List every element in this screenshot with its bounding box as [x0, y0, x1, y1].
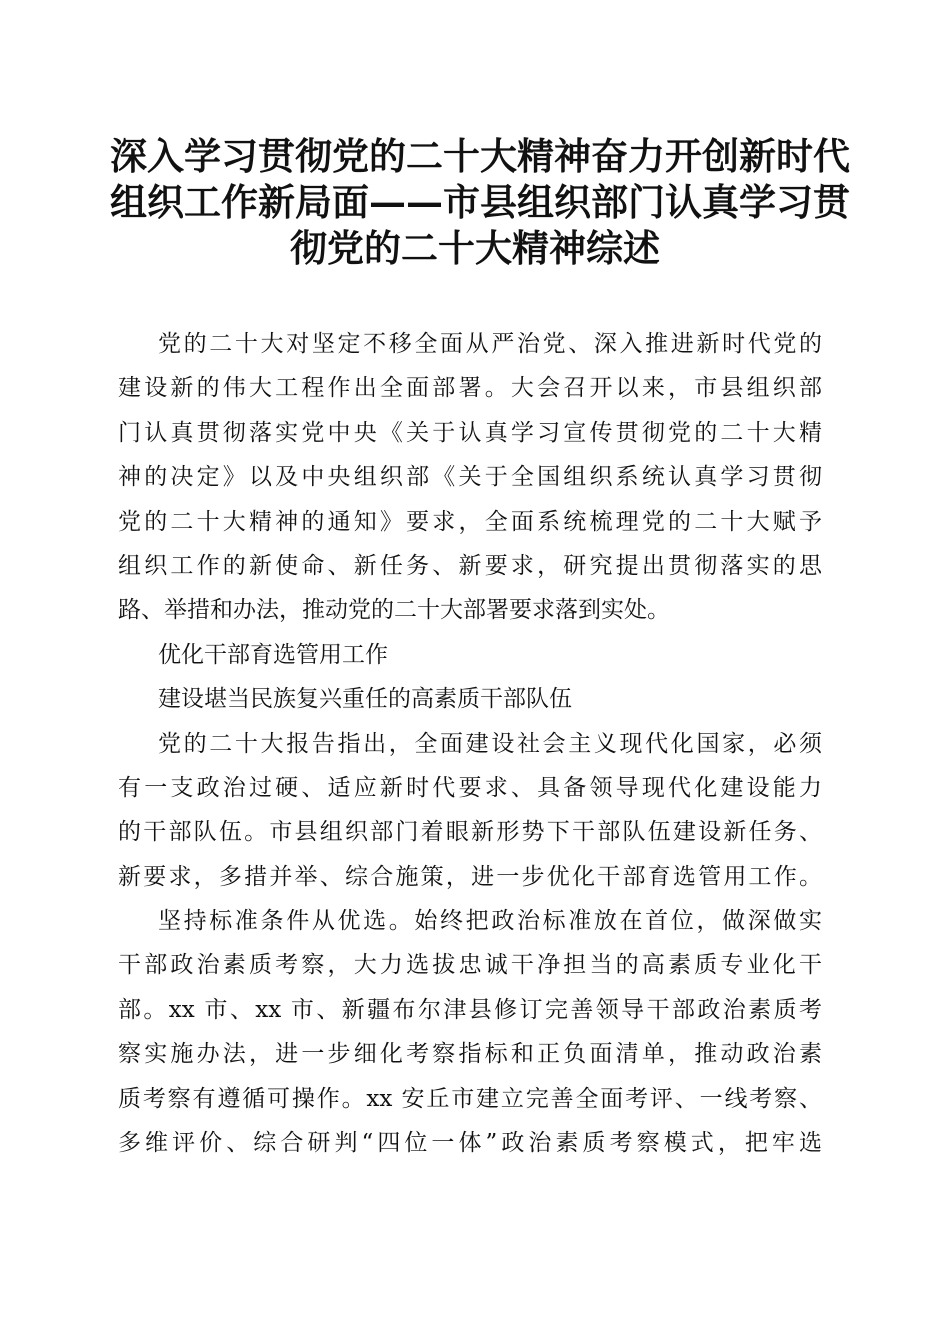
section-subheading: 建设堪当民族复兴重任的高素质干部队伍 — [158, 686, 572, 713]
text-line: 组织工作的新使命、新任务、新要求，研究提出贯彻落实的思 — [118, 552, 822, 579]
paragraph-standards — [118, 899, 822, 1165]
text-line: 质考察有遵循可操作。xx 安丘市建立完善全面考评、一线考察、 — [118, 1085, 822, 1112]
text-line: 坚持标准条件从优选。始终把政治标准放在首位，做深做实 — [158, 908, 822, 935]
document-title — [110, 133, 850, 271]
section-heading: 优化干部育选管用工作 — [158, 641, 388, 668]
text-line: 门认真贯彻落实党中央《关于认真学习宣传贯彻党的二十大精 — [118, 419, 822, 446]
text-line: 党的二十大精神的通知》要求，全面系统梳理党的二十大赋予 — [118, 508, 822, 535]
text-line: 部。xx 市、xx 市、新疆布尔津县修订完善领导干部政治素质考 — [118, 996, 822, 1023]
text-line: 的干部队伍。市县组织部门着眼新形势下干部队伍建设新任务、 — [118, 819, 822, 846]
text-line: 新要求，多措并举、综合施策，进一步优化干部育选管用工作。 — [118, 863, 822, 890]
paragraph-report — [118, 722, 822, 900]
text-line: 建设新的伟大工程作出全面部署。大会召开以来，市县组织部 — [118, 375, 822, 402]
text-line: 神的决定》以及中央组织部《关于全国组织系统认真学习贯彻 — [118, 464, 822, 491]
title-line: 彻党的二十大精神综述 — [290, 226, 660, 270]
document-body — [118, 322, 822, 1165]
text-line: 察实施办法，进一步细化考察指标和正负面清单，推动政治素 — [118, 1041, 822, 1068]
title-line: 深入学习贯彻党的二十大精神奋力开创新时代 — [110, 134, 850, 178]
text-line: 多维评价、综合研判“四位一体”政治素质考察模式，把牢选 — [118, 1130, 822, 1157]
text-line: 党的二十大报告指出，全面建设社会主义现代化国家，必须 — [158, 730, 822, 757]
text-line: 有一支政治过硬、适应新时代要求、具备领导现代化建设能力 — [118, 774, 822, 801]
title-line: 组织工作新局面——市县组织部门认真学习贯 — [110, 180, 850, 224]
text-line: 干部政治素质考察，大力选拔忠诚干净担当的高素质专业化干 — [118, 952, 822, 979]
text-line: 党的二十大对坚定不移全面从严治党、深入推进新时代党的 — [158, 331, 822, 357]
paragraph-intro — [118, 322, 822, 633]
text-line: 路、举措和办法，推动党的二十大部署要求落到实处。 — [118, 597, 670, 624]
